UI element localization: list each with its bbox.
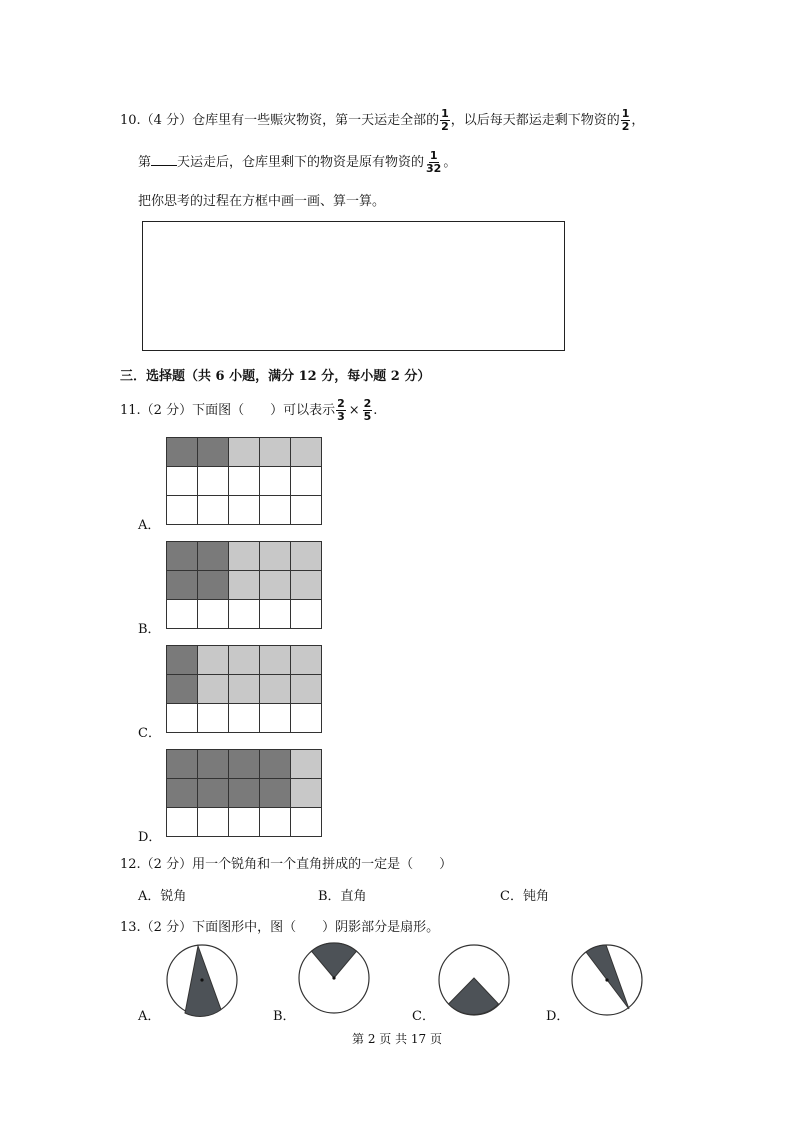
grid-cell-white (198, 704, 229, 733)
frac-den: 5 (363, 410, 372, 423)
fraction-one-half (621, 108, 631, 133)
q10-text: 天运走后，仓库里剩下的物资是原有物资的 (177, 155, 425, 170)
grid-cell-dark (167, 779, 198, 808)
grid-cell-white (291, 600, 322, 629)
grid-row (167, 750, 322, 779)
grid-cell-dark (167, 750, 198, 779)
circle-figure-a[interactable] (164, 942, 240, 1018)
grid-row (167, 704, 322, 733)
grid-cell-light (229, 438, 260, 467)
q10-text: 。 (443, 155, 457, 170)
grid-cell-white (167, 496, 198, 525)
grid-row (167, 496, 322, 525)
grid-cell-light (291, 646, 322, 675)
answer-blank[interactable] (151, 153, 177, 166)
grid-cell-white (260, 467, 291, 496)
grid-row (167, 571, 322, 600)
grid-cell-light (291, 750, 322, 779)
option-label-c[interactable]: C． (138, 726, 161, 741)
frac-den: 2 (621, 120, 630, 133)
q10-text: 10.（4 分）仓库里有一些赈灾物资，第一天运走全部的 (120, 113, 440, 128)
option-grid-b[interactable] (166, 541, 322, 629)
times-sign: × (348, 403, 360, 418)
option-grid-a[interactable] (166, 437, 322, 525)
q12-option-a[interactable]: A．锐角 (138, 889, 187, 904)
q10-line3: 把你思考的过程在方框中画一画、算一算。 (138, 194, 386, 209)
q10-text: 第 (138, 155, 152, 170)
q10-text: ， (631, 113, 645, 128)
circle-figure-b[interactable] (296, 940, 372, 1016)
q13-option-label-a[interactable]: A． (138, 1009, 161, 1024)
grid-cell-dark (167, 646, 198, 675)
q10-line2 (138, 150, 456, 175)
sketch-box[interactable] (142, 221, 565, 351)
grid-cell-white (260, 704, 291, 733)
grid-cell-light (291, 675, 322, 704)
grid-cell-light (198, 646, 229, 675)
circle-figure-d[interactable] (569, 942, 645, 1018)
frac-num: 2 (337, 397, 345, 410)
q10-text: ，以后每天都运走剩下物资的 (450, 113, 620, 128)
grid-cell-light (229, 542, 260, 571)
grid-cell-white (260, 496, 291, 525)
grid-row (167, 675, 322, 704)
frac-den: 3 (337, 410, 345, 423)
grid-cell-white (291, 496, 322, 525)
grid-cell-white (260, 600, 291, 629)
fraction-two-fifths (363, 398, 373, 423)
grid-cell-white (198, 496, 229, 525)
grid-cell-light (198, 675, 229, 704)
grid-cell-light (291, 542, 322, 571)
grid-cell-dark (229, 779, 260, 808)
grid-cell-light (260, 571, 291, 600)
option-grid-d[interactable] (166, 749, 322, 837)
grid-cell-white (229, 808, 260, 837)
q12-option-c[interactable]: C．钝角 (500, 889, 549, 904)
section-title: 三．选择题（共 6 小题，满分 12 分，每小题 2 分） (120, 369, 431, 384)
fraction-one-half (440, 108, 450, 133)
frac-num: 2 (363, 397, 372, 410)
fraction-one-thirty-second (425, 150, 442, 175)
option-label-b[interactable]: B． (138, 622, 161, 637)
frac-num: 1 (429, 149, 438, 162)
grid-cell-white (291, 808, 322, 837)
grid-cell-white (229, 704, 260, 733)
frac-den: 2 (441, 120, 449, 133)
grid-cell-dark (198, 750, 229, 779)
grid-cell-white (167, 808, 198, 837)
grid-cell-dark (198, 438, 229, 467)
grid-cell-light (291, 438, 322, 467)
circle-figure-c[interactable] (436, 942, 512, 1018)
grid-row (167, 438, 322, 467)
grid-cell-white (229, 496, 260, 525)
grid-cell-white (291, 467, 322, 496)
grid-cell-white (260, 808, 291, 837)
grid-cell-dark (167, 542, 198, 571)
grid-row (167, 646, 322, 675)
grid-cell-light (260, 542, 291, 571)
frac-num: 1 (621, 107, 630, 120)
grid-cell-dark (198, 542, 229, 571)
grid-cell-dark (198, 571, 229, 600)
grid-cell-white (167, 467, 198, 496)
q10-line1 (120, 108, 644, 133)
grid-cell-white (198, 600, 229, 629)
grid-cell-white (167, 704, 198, 733)
grid-cell-light (260, 646, 291, 675)
option-grid-c[interactable] (166, 645, 322, 733)
grid-cell-dark (260, 779, 291, 808)
grid-cell-light (260, 675, 291, 704)
grid-cell-dark (198, 779, 229, 808)
grid-cell-white (167, 600, 198, 629)
fraction-two-thirds (336, 398, 346, 423)
grid-cell-white (229, 467, 260, 496)
grid-cell-white (198, 467, 229, 496)
q13-option-label-c[interactable]: C． (412, 1009, 435, 1024)
grid-cell-dark (167, 571, 198, 600)
q13-option-label-b[interactable]: B． (273, 1009, 296, 1024)
grid-cell-light (260, 438, 291, 467)
grid-row (167, 600, 322, 629)
option-label-a[interactable]: A． (138, 518, 161, 533)
q12-option-b[interactable]: B．直角 (318, 889, 367, 904)
frac-num: 1 (441, 107, 449, 120)
grid-cell-light (229, 646, 260, 675)
grid-cell-dark (260, 750, 291, 779)
q12-stem: 12.（2 分）用一个锐角和一个直角拼成的一定是（ ） (120, 857, 453, 872)
grid-cell-light (229, 675, 260, 704)
grid-cell-white (291, 704, 322, 733)
grid-cell-light (291, 779, 322, 808)
grid-cell-dark (167, 675, 198, 704)
grid-cell-light (291, 571, 322, 600)
q13-option-label-d[interactable]: D． (546, 1009, 570, 1024)
frac-den: 32 (426, 162, 442, 175)
grid-cell-white (198, 808, 229, 837)
q13-stem: 13.（2 分）下面图形中，图（ ）阴影部分是扇形。 (120, 920, 440, 935)
grid-cell-dark (167, 438, 198, 467)
grid-row (167, 467, 322, 496)
q11-text: . (373, 403, 378, 418)
q11-text: 11.（2 分）下面图（ ）可以表示 (120, 403, 336, 418)
grid-cell-light (229, 571, 260, 600)
grid-row (167, 542, 322, 571)
grid-row (167, 808, 322, 837)
option-label-d[interactable]: D． (138, 830, 162, 845)
grid-row (167, 779, 322, 808)
grid-cell-dark (229, 750, 260, 779)
page-footer: 第 2 页 共 17 页 (352, 1032, 442, 1046)
grid-cell-white (229, 600, 260, 629)
q11-stem (120, 398, 377, 423)
